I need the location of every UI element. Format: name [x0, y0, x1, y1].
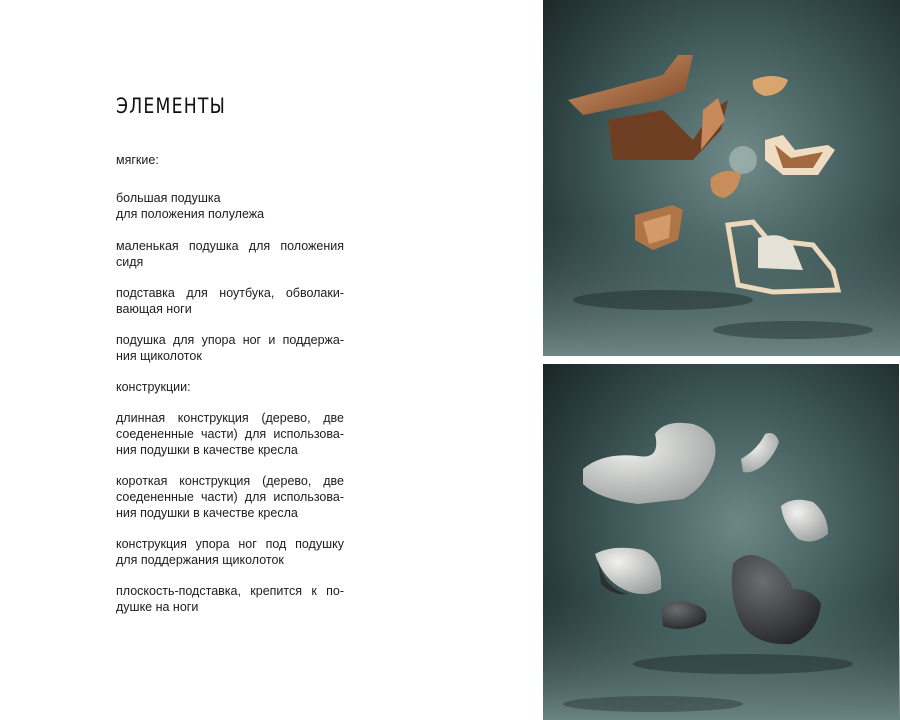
list-item: маленькая подушка для положения сидя: [116, 239, 344, 269]
page-title: ЭЛЕМЕНТЫ: [116, 94, 227, 118]
section-label-constructions: конструкции:: [116, 380, 191, 394]
list-item: большая подушка для положения полулежа: [116, 191, 265, 221]
list-item: конструкция упора ног под подушку для поддержания щиколоток: [116, 537, 344, 567]
list-item: подушка для упора ног и поддержа-ния щиколоток: [116, 333, 344, 363]
soft-elements-render: [543, 364, 900, 720]
section-label-soft: мягкие:: [116, 153, 159, 167]
list-item: длинная конструкция (дерево, две соедененные части) для использова-ния подушки в качестве кресла: [116, 411, 344, 457]
wooden-elements-render: [543, 0, 900, 356]
list-item: короткая конструкция (дерево, две соедененные части) для использова-ния подушки в качестве кресла: [116, 474, 344, 520]
list-item: подставка для ноутбука, обволаки-вающая ноги: [116, 286, 344, 316]
list-item: плоскость-подставка, крепится к по-душке на ноги: [116, 584, 344, 614]
